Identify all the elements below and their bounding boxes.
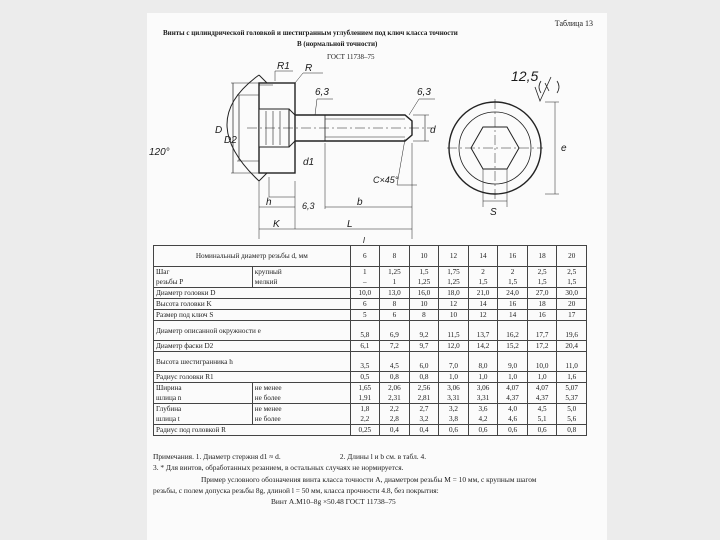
label-e: e	[561, 143, 567, 154]
label-b: b	[357, 197, 363, 208]
row-label: Радиус головки R1	[154, 372, 351, 383]
example-line: Пример условного обозначения винта класса точности А, диаметром резьбы М = 10 мм, с крупным шагом	[201, 474, 537, 484]
label-j: 6,3	[302, 201, 315, 211]
value-cell: 3,6	[468, 404, 498, 415]
value-cell: 6,1	[350, 341, 380, 352]
value-cell: 16	[527, 310, 557, 321]
value-cell: 2,81	[409, 393, 439, 404]
value-cell: 2,7	[409, 404, 439, 415]
value-cell: 17,7	[527, 321, 557, 341]
size-cell: 18	[527, 246, 557, 267]
label-S: S	[490, 207, 497, 218]
value-cell: 6,9	[380, 321, 410, 341]
note-line: Примечания. 1. Диаметр стержня d1 ≈ d. 2. Длины l и b см. в табл. 4.	[153, 452, 427, 461]
value-cell: 0,5	[350, 372, 380, 383]
table-row	[154, 277, 587, 288]
value-cell: 0,8	[380, 372, 410, 383]
value-cell: 12	[439, 299, 469, 310]
label-K: K	[273, 219, 280, 230]
value-cell: 10,0	[350, 288, 380, 299]
value-cell: 16	[498, 299, 528, 310]
label-l: l	[363, 236, 365, 245]
value-cell: 17	[557, 310, 587, 321]
value-cell: 4,6	[498, 414, 528, 425]
value-cell: 7,0	[439, 352, 469, 372]
value-cell: 3,06	[439, 383, 469, 394]
size-cell: 16	[498, 246, 528, 267]
value-cell: 1,0	[468, 372, 498, 383]
size-cell: 8	[380, 246, 410, 267]
label-angle: 120°	[149, 147, 170, 158]
value-cell: 1,25	[439, 277, 469, 288]
size-cell: 12	[439, 246, 469, 267]
row-sub-label: не более	[252, 414, 350, 425]
value-cell: 13,7	[468, 321, 498, 341]
value-cell: 1,5	[409, 267, 439, 278]
table-number: Таблица 13	[554, 19, 593, 28]
value-cell: 1,5	[527, 277, 557, 288]
value-cell: 14,2	[468, 341, 498, 352]
value-cell: 2,06	[380, 383, 410, 394]
value-cell: 0,6	[527, 425, 557, 436]
example-designation: Винт А.М10–8g ×50.48 ГОСТ 11738–75	[271, 497, 396, 507]
value-cell: 17,2	[527, 341, 557, 352]
value-cell: 21,0	[468, 288, 498, 299]
value-cell: –	[350, 277, 380, 288]
value-cell: 4,07	[498, 383, 528, 394]
row-sub-label: крупный	[252, 267, 350, 278]
value-cell: 1,0	[439, 372, 469, 383]
row-label: Радиус под головкой R	[154, 425, 351, 436]
value-cell: 18	[527, 299, 557, 310]
roughness-value: 12,5	[511, 68, 539, 84]
table-header-row	[154, 246, 587, 267]
size-cell: 14	[468, 246, 498, 267]
value-cell: 8	[380, 299, 410, 310]
value-cell: 2,8	[380, 414, 410, 425]
value-cell: 4,5	[527, 404, 557, 415]
value-cell: 1,5	[557, 277, 587, 288]
value-cell: 18,0	[439, 288, 469, 299]
row-sub-label: не менее	[252, 404, 350, 415]
value-cell: 2,5	[557, 267, 587, 278]
value-cell: 1,91	[350, 393, 380, 404]
document-title: Винты с цилиндрической головкой и шестигранным углублением под ключ класса точности	[163, 29, 458, 37]
label-chamfer: C×45°	[373, 175, 399, 185]
label-63-b: 6,3	[417, 87, 431, 98]
row-label: Диаметр фаски D2	[154, 341, 351, 352]
value-cell: 1,25	[409, 277, 439, 288]
value-cell: 1,65	[350, 383, 380, 394]
label-D: D	[215, 125, 223, 136]
value-cell: 9,0	[498, 352, 528, 372]
value-cell: 0,8	[409, 372, 439, 383]
value-cell: 4,37	[527, 393, 557, 404]
value-cell: 2,5	[527, 267, 557, 278]
value-cell: 1,75	[439, 267, 469, 278]
value-cell: 1	[380, 277, 410, 288]
value-cell: 3,31	[468, 393, 498, 404]
table-row	[154, 267, 587, 278]
value-cell: 1,5	[498, 277, 528, 288]
value-cell: 16,2	[498, 321, 528, 341]
label-L: L	[347, 219, 353, 230]
value-cell: 3,8	[439, 414, 469, 425]
value-cell: 4,37	[498, 393, 528, 404]
example-line: резьбы, с полем допуска резьбы 8g, длиной l = 50 мм, класса прочности 4.8, без покрытия:	[153, 485, 439, 495]
value-cell: 4,07	[527, 383, 557, 394]
value-cell: 20	[557, 299, 587, 310]
value-cell: 5,8	[350, 321, 380, 341]
value-cell: 5	[350, 310, 380, 321]
row-sub-label: не менее	[252, 383, 350, 394]
table-row	[154, 393, 587, 404]
value-cell: 4,5	[380, 352, 410, 372]
value-cell: 1	[350, 267, 380, 278]
value-cell: 6	[350, 299, 380, 310]
value-cell: 1,0	[527, 372, 557, 383]
table-row	[154, 414, 587, 425]
value-cell: 11,0	[557, 352, 587, 372]
row-group-label: шлица t	[154, 414, 253, 425]
dimensions-table	[153, 245, 587, 436]
value-cell: 2,2	[380, 404, 410, 415]
value-cell: 5,6	[557, 414, 587, 425]
value-cell: 2,56	[409, 383, 439, 394]
size-cell: 20	[557, 246, 587, 267]
value-cell: 14	[468, 299, 498, 310]
value-cell: 3,31	[439, 393, 469, 404]
size-header: Номинальный диаметр резьбы d, мм	[154, 246, 351, 267]
row-group-label: Ширина	[154, 383, 253, 394]
document-page	[147, 13, 607, 540]
value-cell: 27,0	[527, 288, 557, 299]
label-d1: d1	[303, 157, 315, 168]
value-cell: 12,0	[439, 341, 469, 352]
row-label: Размер под ключ S	[154, 310, 351, 321]
value-cell: 5,0	[557, 404, 587, 415]
label-63-a: 6,3	[315, 87, 329, 98]
row-group-label: резьбы P	[154, 277, 253, 288]
value-cell: 15,2	[498, 341, 528, 352]
value-cell: 19,6	[557, 321, 587, 341]
value-cell: 8	[409, 310, 439, 321]
value-cell: 1,6	[557, 372, 587, 383]
row-group-label: Глубина	[154, 404, 253, 415]
value-cell: 0,4	[409, 425, 439, 436]
value-cell: 5,1	[527, 414, 557, 425]
table-row	[154, 299, 587, 310]
notes-block	[153, 451, 601, 507]
value-cell: 3,06	[468, 383, 498, 394]
value-cell: 0,6	[468, 425, 498, 436]
row-label: Высота шестигранника h	[154, 352, 351, 372]
label-d: d	[430, 125, 436, 136]
value-cell: 24,0	[498, 288, 528, 299]
value-cell: 3,5	[350, 352, 380, 372]
value-cell: 2,31	[380, 393, 410, 404]
value-cell: 10,0	[527, 352, 557, 372]
size-cell: 10	[409, 246, 439, 267]
value-cell: 5,37	[557, 393, 587, 404]
value-cell: 14	[498, 310, 528, 321]
label-D2: D2	[224, 135, 237, 146]
value-cell: 12	[468, 310, 498, 321]
value-cell: 2	[498, 267, 528, 278]
value-cell: 2,2	[350, 414, 380, 425]
value-cell: 3,2	[439, 404, 469, 415]
label-R: R	[305, 63, 313, 74]
table-row	[154, 352, 587, 372]
label-h: h	[266, 197, 272, 208]
value-cell: 0,25	[350, 425, 380, 436]
screw-technical-drawing	[147, 59, 607, 245]
note-line: 3. * Для винтов, обработанных резанием, в остальных случаях не нормируется.	[153, 463, 404, 473]
value-cell: 0,6	[498, 425, 528, 436]
value-cell: 9,7	[409, 341, 439, 352]
label-R1: R1	[277, 61, 290, 72]
value-cell: 0,8	[557, 425, 587, 436]
value-cell: 0,6	[439, 425, 469, 436]
value-cell: 7,2	[380, 341, 410, 352]
row-group-label: Шаг	[154, 267, 253, 278]
row-label: Высота головки K	[154, 299, 351, 310]
table-row	[154, 321, 587, 341]
row-sub-label: не более	[252, 393, 350, 404]
value-cell: 0,4	[380, 425, 410, 436]
value-cell: 1,25	[380, 267, 410, 278]
value-cell: 9,2	[409, 321, 439, 341]
value-cell: 1,8	[350, 404, 380, 415]
row-label: Диаметр описанной окружности e	[154, 321, 351, 341]
table-row	[154, 425, 587, 436]
value-cell: 10	[439, 310, 469, 321]
table-row	[154, 404, 587, 415]
value-cell: 13,0	[380, 288, 410, 299]
value-cell: 8,0	[468, 352, 498, 372]
value-cell: 6,0	[409, 352, 439, 372]
table-row	[154, 383, 587, 394]
value-cell: 6	[380, 310, 410, 321]
table-row	[154, 288, 587, 299]
table-row	[154, 310, 587, 321]
value-cell: 20,4	[557, 341, 587, 352]
value-cell: 1,5	[468, 277, 498, 288]
value-cell: 1,0	[498, 372, 528, 383]
value-cell: 16,0	[409, 288, 439, 299]
value-cell: 11,5	[439, 321, 469, 341]
row-sub-label: мелкий	[252, 277, 350, 288]
row-label: Диаметр головки D	[154, 288, 351, 299]
value-cell: 30,0	[557, 288, 587, 299]
document-subtitle: В (нормальной точности)	[297, 40, 378, 48]
row-group-label: шлица n	[154, 393, 253, 404]
value-cell: 5,07	[557, 383, 587, 394]
size-cell: 6	[350, 246, 380, 267]
value-cell: 4,2	[468, 414, 498, 425]
value-cell: 10	[409, 299, 439, 310]
value-cell: 3,2	[409, 414, 439, 425]
table-row	[154, 341, 587, 352]
value-cell: 2	[468, 267, 498, 278]
value-cell: 4,0	[498, 404, 528, 415]
standard-code: ГОСТ 11738–75	[327, 53, 375, 61]
table-row	[154, 372, 587, 383]
